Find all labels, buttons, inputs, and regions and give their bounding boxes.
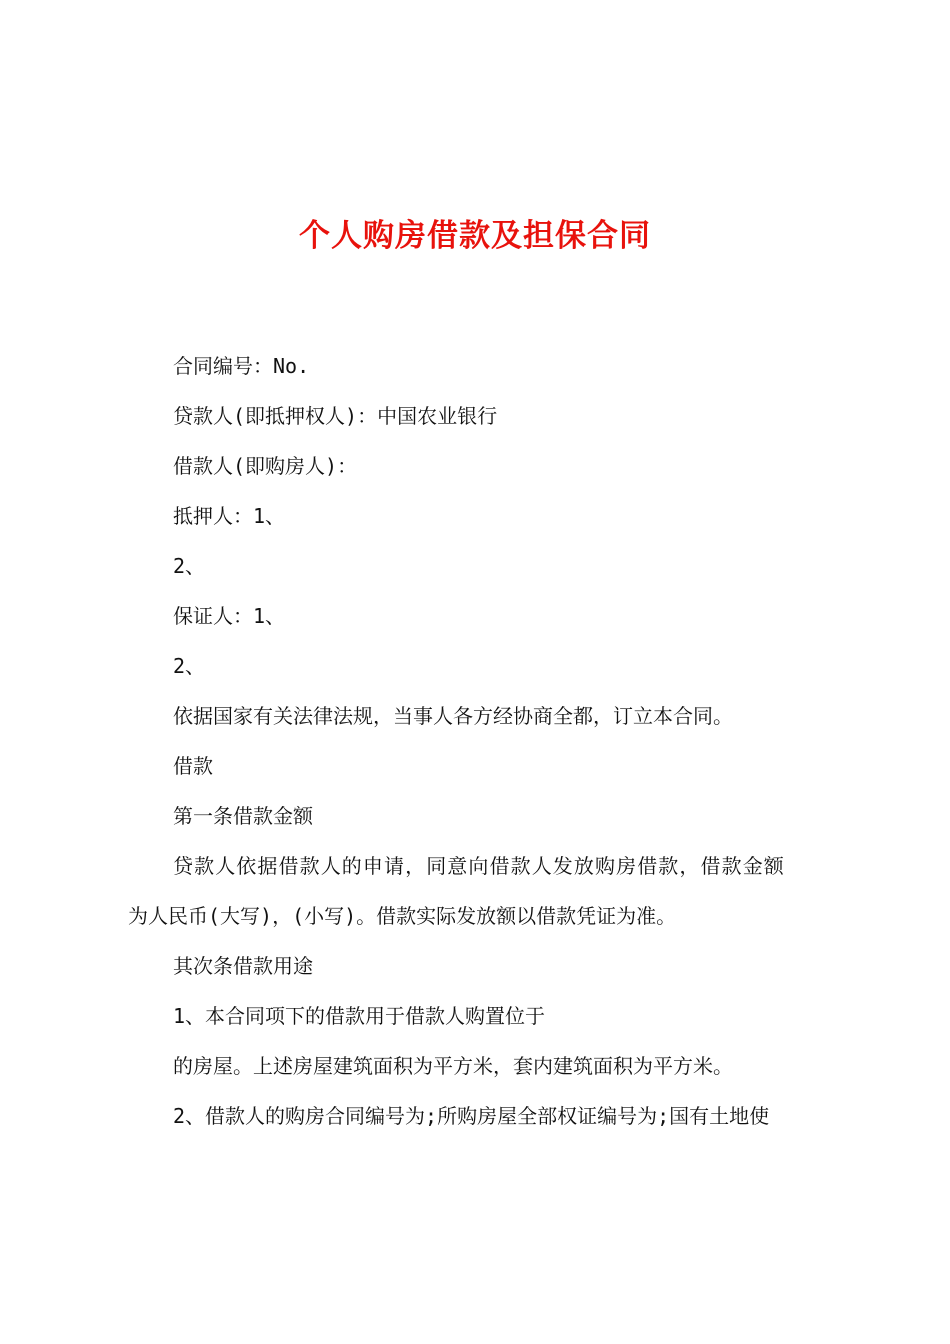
section-heading: 借款 (173, 754, 213, 778)
lender-line: 贷款人(即抵押权人)：中国农业银行 (173, 404, 498, 428)
article-2-item-2-line-1: 2、借款人的购房合同编号为;所购房屋全部权证编号为;国有土地使 (173, 1104, 770, 1128)
contract-number-line: 合同编号：No. (173, 354, 310, 378)
mortgagor-line-1: 抵押人：1、 (173, 504, 286, 528)
article-1-text-line-2: 为人民币(大写)，(小写)。借款实际发放额以借款凭证为准。 (128, 904, 677, 928)
preamble-line: 依据国家有关法律法规，当事人各方经协商全都，订立本合同。 (173, 704, 733, 728)
guarantor-line-1: 保证人：1、 (173, 604, 286, 628)
borrower-line: 借款人(即购房人)： (173, 454, 358, 478)
article-1-text-line-1: 贷款人依据借款人的申请，同意向借款人发放购房借款，借款金额 (173, 854, 785, 878)
guarantor-line-2: 2、 (173, 654, 206, 678)
document-title: 个人购房借款及担保合同 (299, 218, 651, 254)
article-1-heading: 第一条借款金额 (173, 804, 313, 828)
article-2-heading: 其次条借款用途 (173, 954, 313, 978)
mortgagor-line-2: 2、 (173, 554, 206, 578)
article-2-item-1-line-2: 的房屋。上述房屋建筑面积为平方米，套内建筑面积为平方米。 (173, 1054, 733, 1078)
article-2-item-1-line-1: 1、本合同项下的借款用于借款人购置位于 (173, 1004, 546, 1028)
